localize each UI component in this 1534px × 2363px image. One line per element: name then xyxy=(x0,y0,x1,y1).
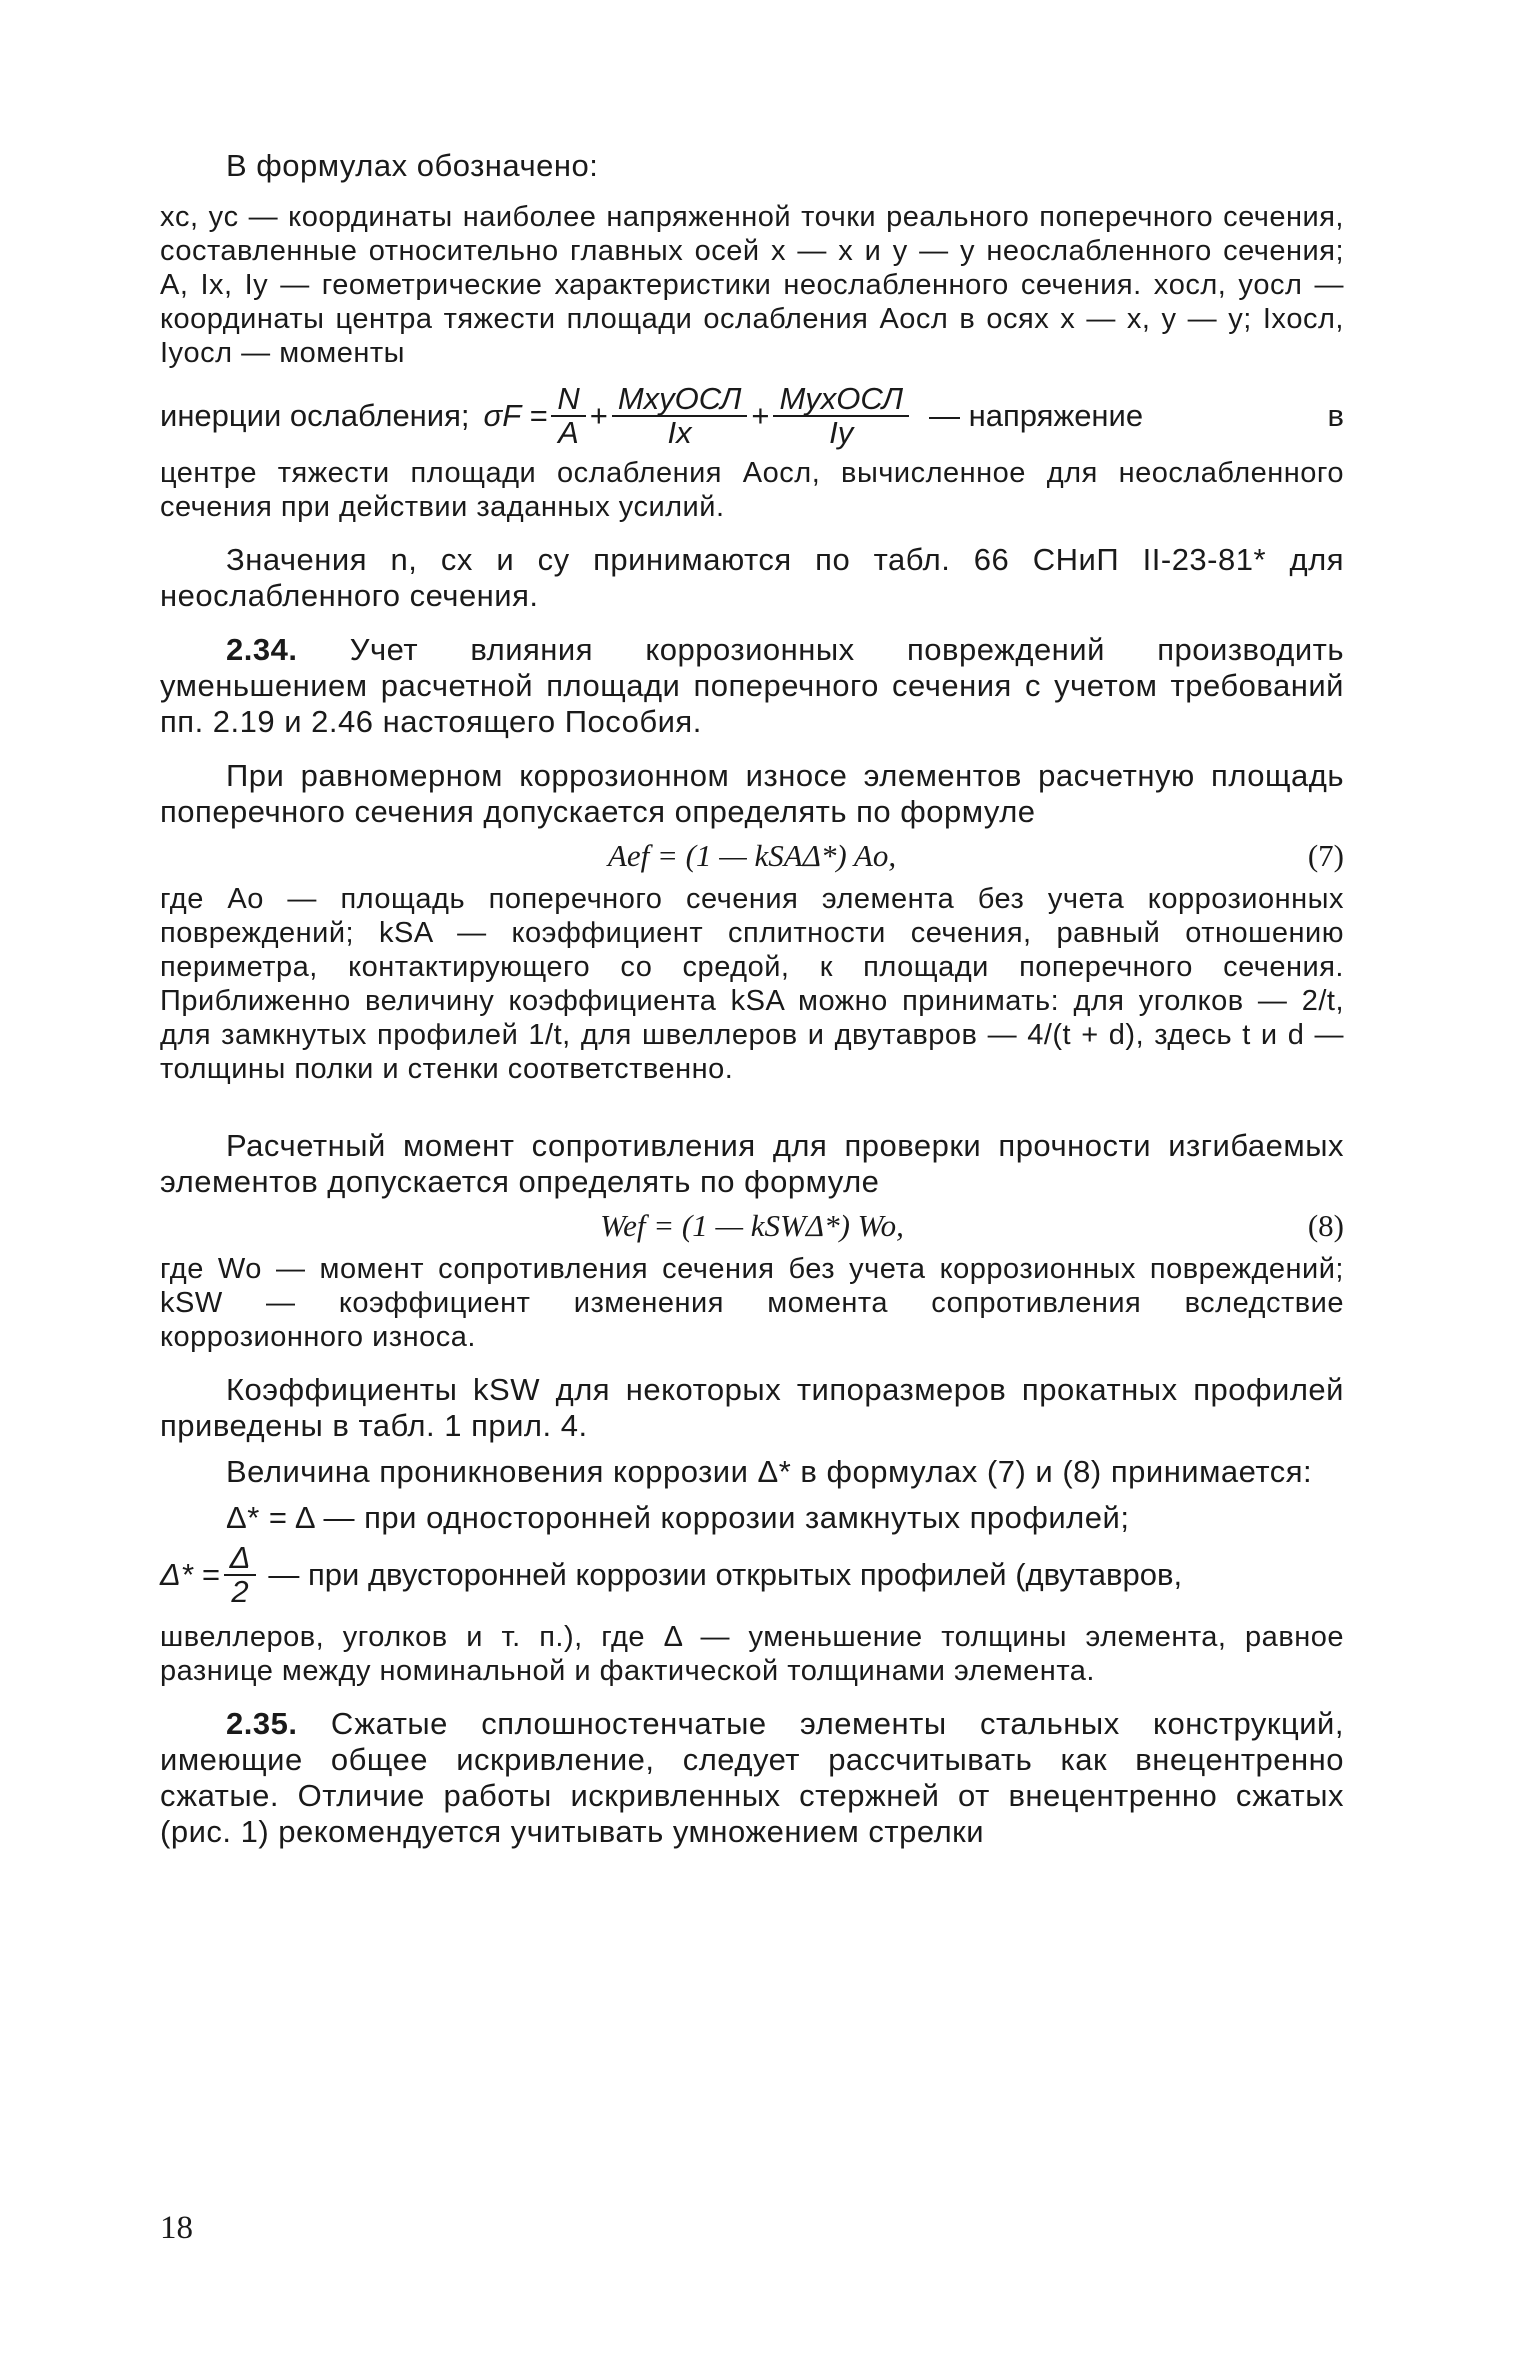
coefficients-paragraph: Коэффициенты kSW для некоторых типоразмеров прокатных профилей приведены в табл. 1 прил. 4. xyxy=(160,1372,1344,1443)
formula-8-number: (8) xyxy=(1307,1208,1344,1243)
delta-lhs: Δ* = xyxy=(160,1557,220,1592)
stress-formula xyxy=(160,376,1344,456)
inertia-label: инерции ослабления; xyxy=(160,398,470,433)
section-number: 2.35. xyxy=(226,1706,298,1741)
fraction-my: $\frac{\text{MyxОСЛ}}{Iy}$ xyxy=(773,383,909,449)
where-paragraph-8: где Wo — момент сопротивления сечения без учета коррозионных повреждений; kSW — коэффициент изменения момента сопротивления вследствие коррозионного износа. xyxy=(160,1253,1344,1353)
fraction-n-over-a: $\frac{N}{A}$ xyxy=(551,383,585,449)
sigma-lhs: σF = xyxy=(483,398,548,433)
where-paragraph-7: где Ao — площадь поперечного сечения элемента без учета коррозионных повреждений; kSA — коэффициент сплитности сечения, равный отношению периметра, контактирующего со средой, к площади поперечного сечения. Приближенно величину коэффициента kSA можно принимать: для уголков — 2/t, для замкнутых профилей 1/t, для швеллеров и двутавров — 4/(t + d), здесь t и d — толщины полки и стенки соответственно. xyxy=(160,883,1344,1085)
plus-sign: + xyxy=(751,398,770,433)
depth-paragraph: Величина проникновения коррозии Δ* в формулах (7) и (8) принимается: xyxy=(226,1454,1313,1489)
section-2-34 xyxy=(160,632,1344,740)
stress-word: — напряжение xyxy=(929,398,1144,433)
heading: В формулах обозначено: xyxy=(226,148,599,183)
formula-8-expression: Wef = (1 — kSWΔ*) Wo, xyxy=(600,1208,904,1243)
plus-sign: + xyxy=(589,398,608,433)
section-2-35 xyxy=(160,1706,1344,1850)
two-sided-text: — при двусторонней коррозии открытых профилей (двутавров, xyxy=(268,1557,1183,1592)
two-sided-formula xyxy=(160,1536,1344,1614)
section-text: Учет влияния коррозионных повреждений производить уменьшением расчетной площади поперечного сечения с учетом требований пп. 2.19 и 2.46 настоящего Пособия. xyxy=(160,632,1344,739)
formula-7-expression: Aef = (1 — kSAΔ*) Ao, xyxy=(607,838,897,873)
section-number: 2.34. xyxy=(226,632,298,667)
values-paragraph: Значения n, cx и cy принимаются по табл. 66 СНиП II-23-81* для неослабленного сечения. xyxy=(160,542,1344,613)
definitions-paragraph-2: центре тяжести площади ослабления Aосл, вычисленное для неослабленного сечения при действии заданных усилий. xyxy=(160,457,1344,523)
fraction-delta-half: $\frac{\Delta}{2}$ xyxy=(224,1542,257,1608)
channels-paragraph: швеллеров, уголков и т. п.), где Δ — уменьшение толщины элемента, равное разнице между номинальной и фактической толщинами элемента. xyxy=(160,1621,1344,1687)
page-number: 18 xyxy=(160,2210,193,2246)
formula-8 xyxy=(160,1200,1344,1252)
stress-in: в xyxy=(1327,398,1344,433)
moment-paragraph: Расчетный момент сопротивления для проверки прочности изгибаемых элементов допускается определять по формуле xyxy=(160,1128,1344,1199)
formula-7-number: (7) xyxy=(1307,838,1344,873)
uniform-wear-paragraph: При равномерном коррозионном износе элементов расчетную площадь поперечного сечения допускается определять по формуле xyxy=(160,758,1344,829)
section-text: Сжатые сплошностенчатые элементы стальных конструкций, имеющие общее искривление, следует рассчитывать как внецентренно сжатые. Отличие работы искривленных стержней от внецентренно сжатых (рис. 1) рекомендуется учитывать умножением стрелки xyxy=(160,1706,1344,1849)
fraction-mx: $\frac{\text{MxyОСЛ}}{Ix}$ xyxy=(612,383,748,449)
definitions-paragraph: xc, yc — координаты наиболее напряженной точки реального поперечного сечения, составленные относительно главных осей x — x и y — y неослабленного сечения; A, Ix, Iy — геометрические характеристики неослабленного сечения. xосл, yосл — координаты центра тяжести площади ослабления Aосл в осях x — x, y — y; Ixосл, Iyосл — моменты xyxy=(160,201,1344,369)
formula-7 xyxy=(160,830,1344,882)
one-sided-line: Δ* = Δ — при односторонней коррозии замкнутых профилей; xyxy=(226,1500,1130,1535)
